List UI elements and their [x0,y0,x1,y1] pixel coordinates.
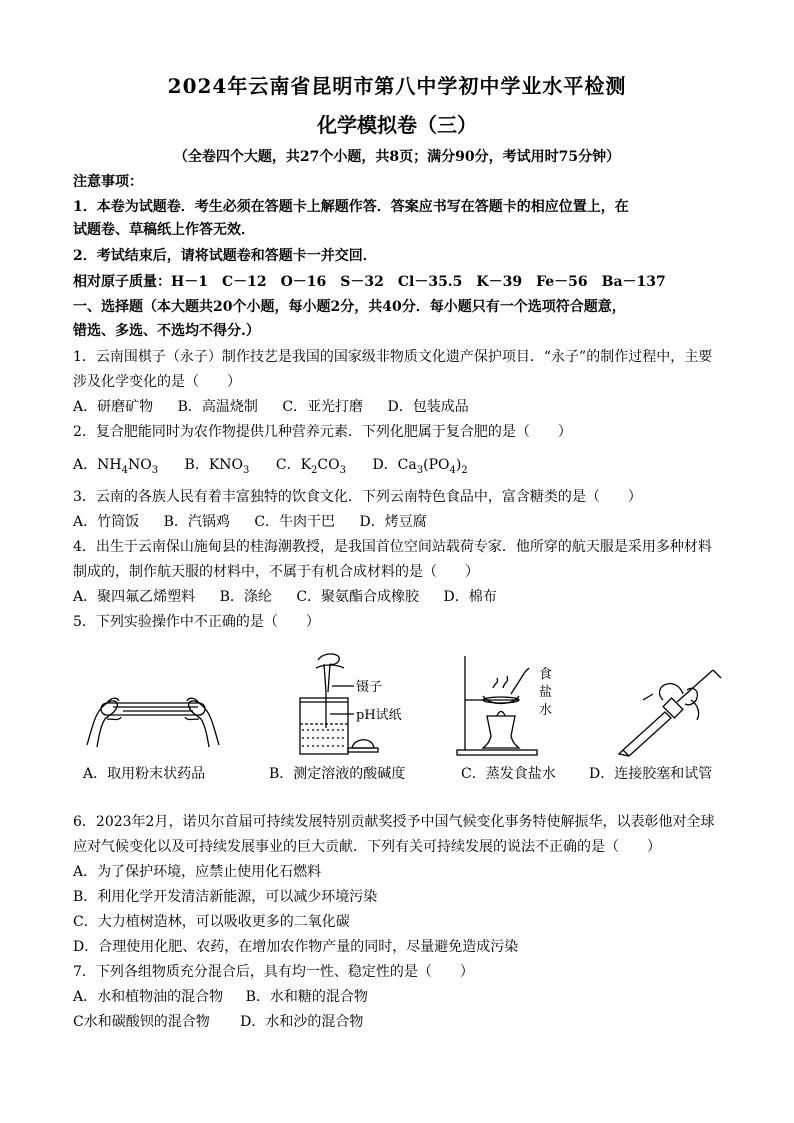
salt-water-label-1: 食 [539,667,553,682]
q5-caption-b: B．测定溶液的酸碱度 [269,766,406,782]
exam-subtitle: 化学模拟卷（三） [317,113,477,137]
notes-item1-line1: 1．本卷为试题卷．考生必须在答题卡上解题作答．答案应书写在答题卡的相应位置上，在 [73,199,629,215]
notes-item2: 2．考试结束后，请将试题卷和答题卡一并交回． [73,248,377,264]
q1-line2: 涉及化学变化的是（ ） [73,374,241,390]
notes-heading: 注意事项： [73,174,143,190]
q5-caption-d: D．连接胶塞和试管 [589,766,713,782]
q2-option-a: A．$NH_4NO_3$ [73,457,159,476]
q6-option-d: D．合理使用化肥、农药，在增加农作物产量的同时，尽量避免造成污染 [73,939,519,955]
q7-option-d: D．水和沙的混合物 [240,1014,364,1030]
q6-option-c: C．大力植树造林，可以吸收更多的二氧化碳 [73,914,350,930]
exam-title: 2024年云南省昆明市第八中学初中学业水平检测 [167,74,627,98]
q4-option-c: C．聚氨酯合成橡胶 [296,589,420,605]
q5-caption-c: C．蒸发食盐水 [461,766,556,782]
q6-option-a: A．为了保护环境，应禁止使用化石燃料 [73,864,322,880]
q3-option-a: A．竹筒饭 [73,514,140,530]
q2-option-b: B．$KNO_3$ [184,457,250,476]
salt-water-label-2: 盐 [539,685,553,700]
notes-item1-line2: 试题卷、草稿纸上作答无效． [73,222,255,238]
q1-line1: 1．云南围棋子（永子）制作技艺是我国的国家级非物质文化遗产保护项目．“永子”的制作过程中，主要 [73,349,713,365]
q4-options [73,587,733,607]
ph-paper-label: pH试纸 [356,708,402,723]
q2-options [73,455,733,481]
atomic-mass-line: 相对原子质量：H－1 C－12 O－16 S－32 Cl－35.5 K－39 Fe－56 Ba－137 [73,274,666,290]
q6-line2: 应对气候变化以及可持续发展事业的巨大贡献．下列有关可持续发展的说法不正确的是（ ） [73,839,661,855]
q1-options [73,397,733,417]
q3-option-c: C．牛肉干巴 [254,514,336,530]
q2-option-c: C．$K_2CO_3$ [275,457,346,476]
q1-option-b: B．高温烧制 [177,399,258,415]
q7-option-a: A．水和植物油的混合物 [73,989,224,1005]
salt-water-label-3: 水 [539,703,553,718]
tweezers-label: 镊子 [356,680,383,695]
section1-line2: 错选、多选、不选均不得分.） [73,323,260,339]
exam-info: （全卷四个大题，共27个小题，共8页；满分90分，考试用时75分钟） [173,149,621,165]
q6-option-b: B．利用化学开发清洁新能源，可以减少环境污染 [73,889,378,905]
q4-line1: 4．出生于云南保山施甸县的桂海潮教授，是我国首位空间站载荷专家．他所穿的航天服是采用多种材料 [73,539,712,555]
q2-line: 2．复合肥能同时为农作物提供几种营养元素．下列化肥属于复合肥的是（ ） [73,424,572,440]
q7-options-row2 [73,1012,733,1032]
q5-caption-a: A．取用粉末状药品 [83,766,206,782]
figure-a-powder-drawing [83,675,223,755]
q1-option-d: D．包装成品 [387,399,469,415]
q1-option-c: C．亚光打磨 [282,399,364,415]
q7-option-b: B．水和糖的混合物 [245,989,368,1005]
q3-option-b: B．汽锅鸡 [163,514,230,530]
figure-d-stopper-drawing [613,660,728,758]
q4-option-b: B．涤纶 [219,589,272,605]
q4-option-a: A．聚四氟乙烯塑料 [73,589,196,605]
q4-option-d: D．棉布 [443,589,497,605]
q7-line: 7．下列各组物质充分混合后，具有均一性、稳定性的是（ ） [73,964,474,980]
q5-line: 5．下列实验操作中不正确的是（ ） [73,614,320,630]
figure-c-evaporation-drawing [453,650,573,758]
figure-b-ph-drawing [288,650,428,758]
q7-option-c: C水和碳酸钡的混合物 [73,1014,210,1030]
q3-options [73,512,733,532]
q1-option-a: A．研磨矿物 [73,399,154,415]
q5-figures [73,645,733,785]
q2-option-d: D．$Ca_3(PO_4)_2$ [372,457,468,476]
q3-line: 3．云南的各族人民有着丰富独特的饮食文化．下列云南特色食品中，富含糖类的是（ ） [73,489,642,505]
q6-line1: 6．2023年2月，诺贝尔首届可持续发展特别贡献奖授予中国气候变化事务特使解振华，以表彰他对全球 [73,814,715,830]
q3-option-d: D．烤豆腐 [359,514,427,530]
section1-line1: 一、选择题（本大题共20个小题，每小题2分，共40分．每小题只有一个选项符合题意， [73,299,626,315]
q7-options-row1 [73,987,733,1007]
q4-line2: 制成的，制作航天服的材料中，不属于有机合成材料的是（ ） [73,564,479,580]
